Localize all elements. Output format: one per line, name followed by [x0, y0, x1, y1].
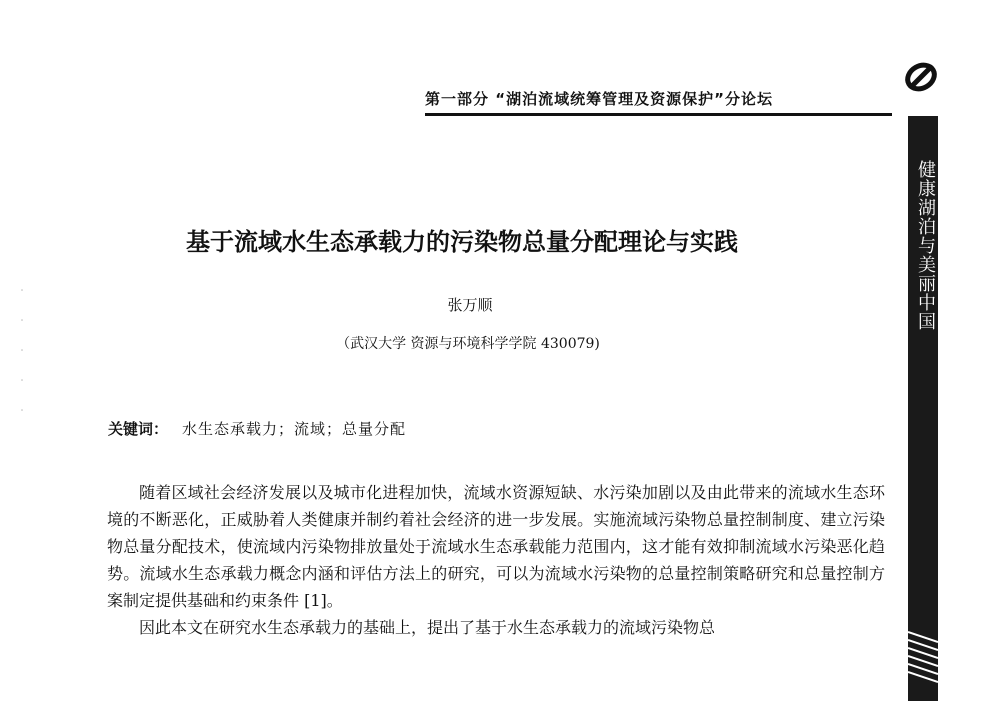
header-rule — [425, 113, 892, 116]
keywords-line — [108, 418, 406, 439]
body-text — [107, 479, 885, 641]
paper-author: 张万顺 — [447, 296, 493, 314]
running-header: 第一部分 “湖泊流域统筹管理及资源保护”分论坛 — [425, 90, 773, 108]
keywords-value: 水生态承载力；流域；总量分配 — [182, 420, 407, 438]
logo-icon — [902, 58, 940, 96]
keywords-label: 关键词： — [108, 420, 169, 438]
paragraph: 因此本文在研究水生态承载力的基础上，提出了基于水生态承载力的流域污染物总 — [139, 618, 716, 637]
paper-affiliation: （武汉大学 资源与环境科学学院 430079) — [336, 336, 600, 352]
paragraph: 随着区域社会经济发展以及城市化进程加快，流域水资源短缺、水污染加剧以及由此带来的流域水生态环境的不断恶化，正威胁着人类健康并制约着社会经济的进一步发展。实施流域污染物总量控制制度、建立污染物总量分配技术，使流域内污染物排放量处于流域水生态承载能力范围内，这才能有效抑制流域水污染恶化趋势。流域水生态承载力概念内涵和评估方法上的研究，可以为流域水污染物的总量控制策略研究和总量控制方案制定提供基础和约束条件 [1]。 — [107, 483, 885, 610]
sidebar-stripes — [908, 628, 938, 688]
paper-title: 基于流域水生态承载力的污染物总量分配理论与实践 — [186, 227, 738, 256]
sidebar-label: 健康湖泊与美丽中国 — [915, 160, 936, 331]
